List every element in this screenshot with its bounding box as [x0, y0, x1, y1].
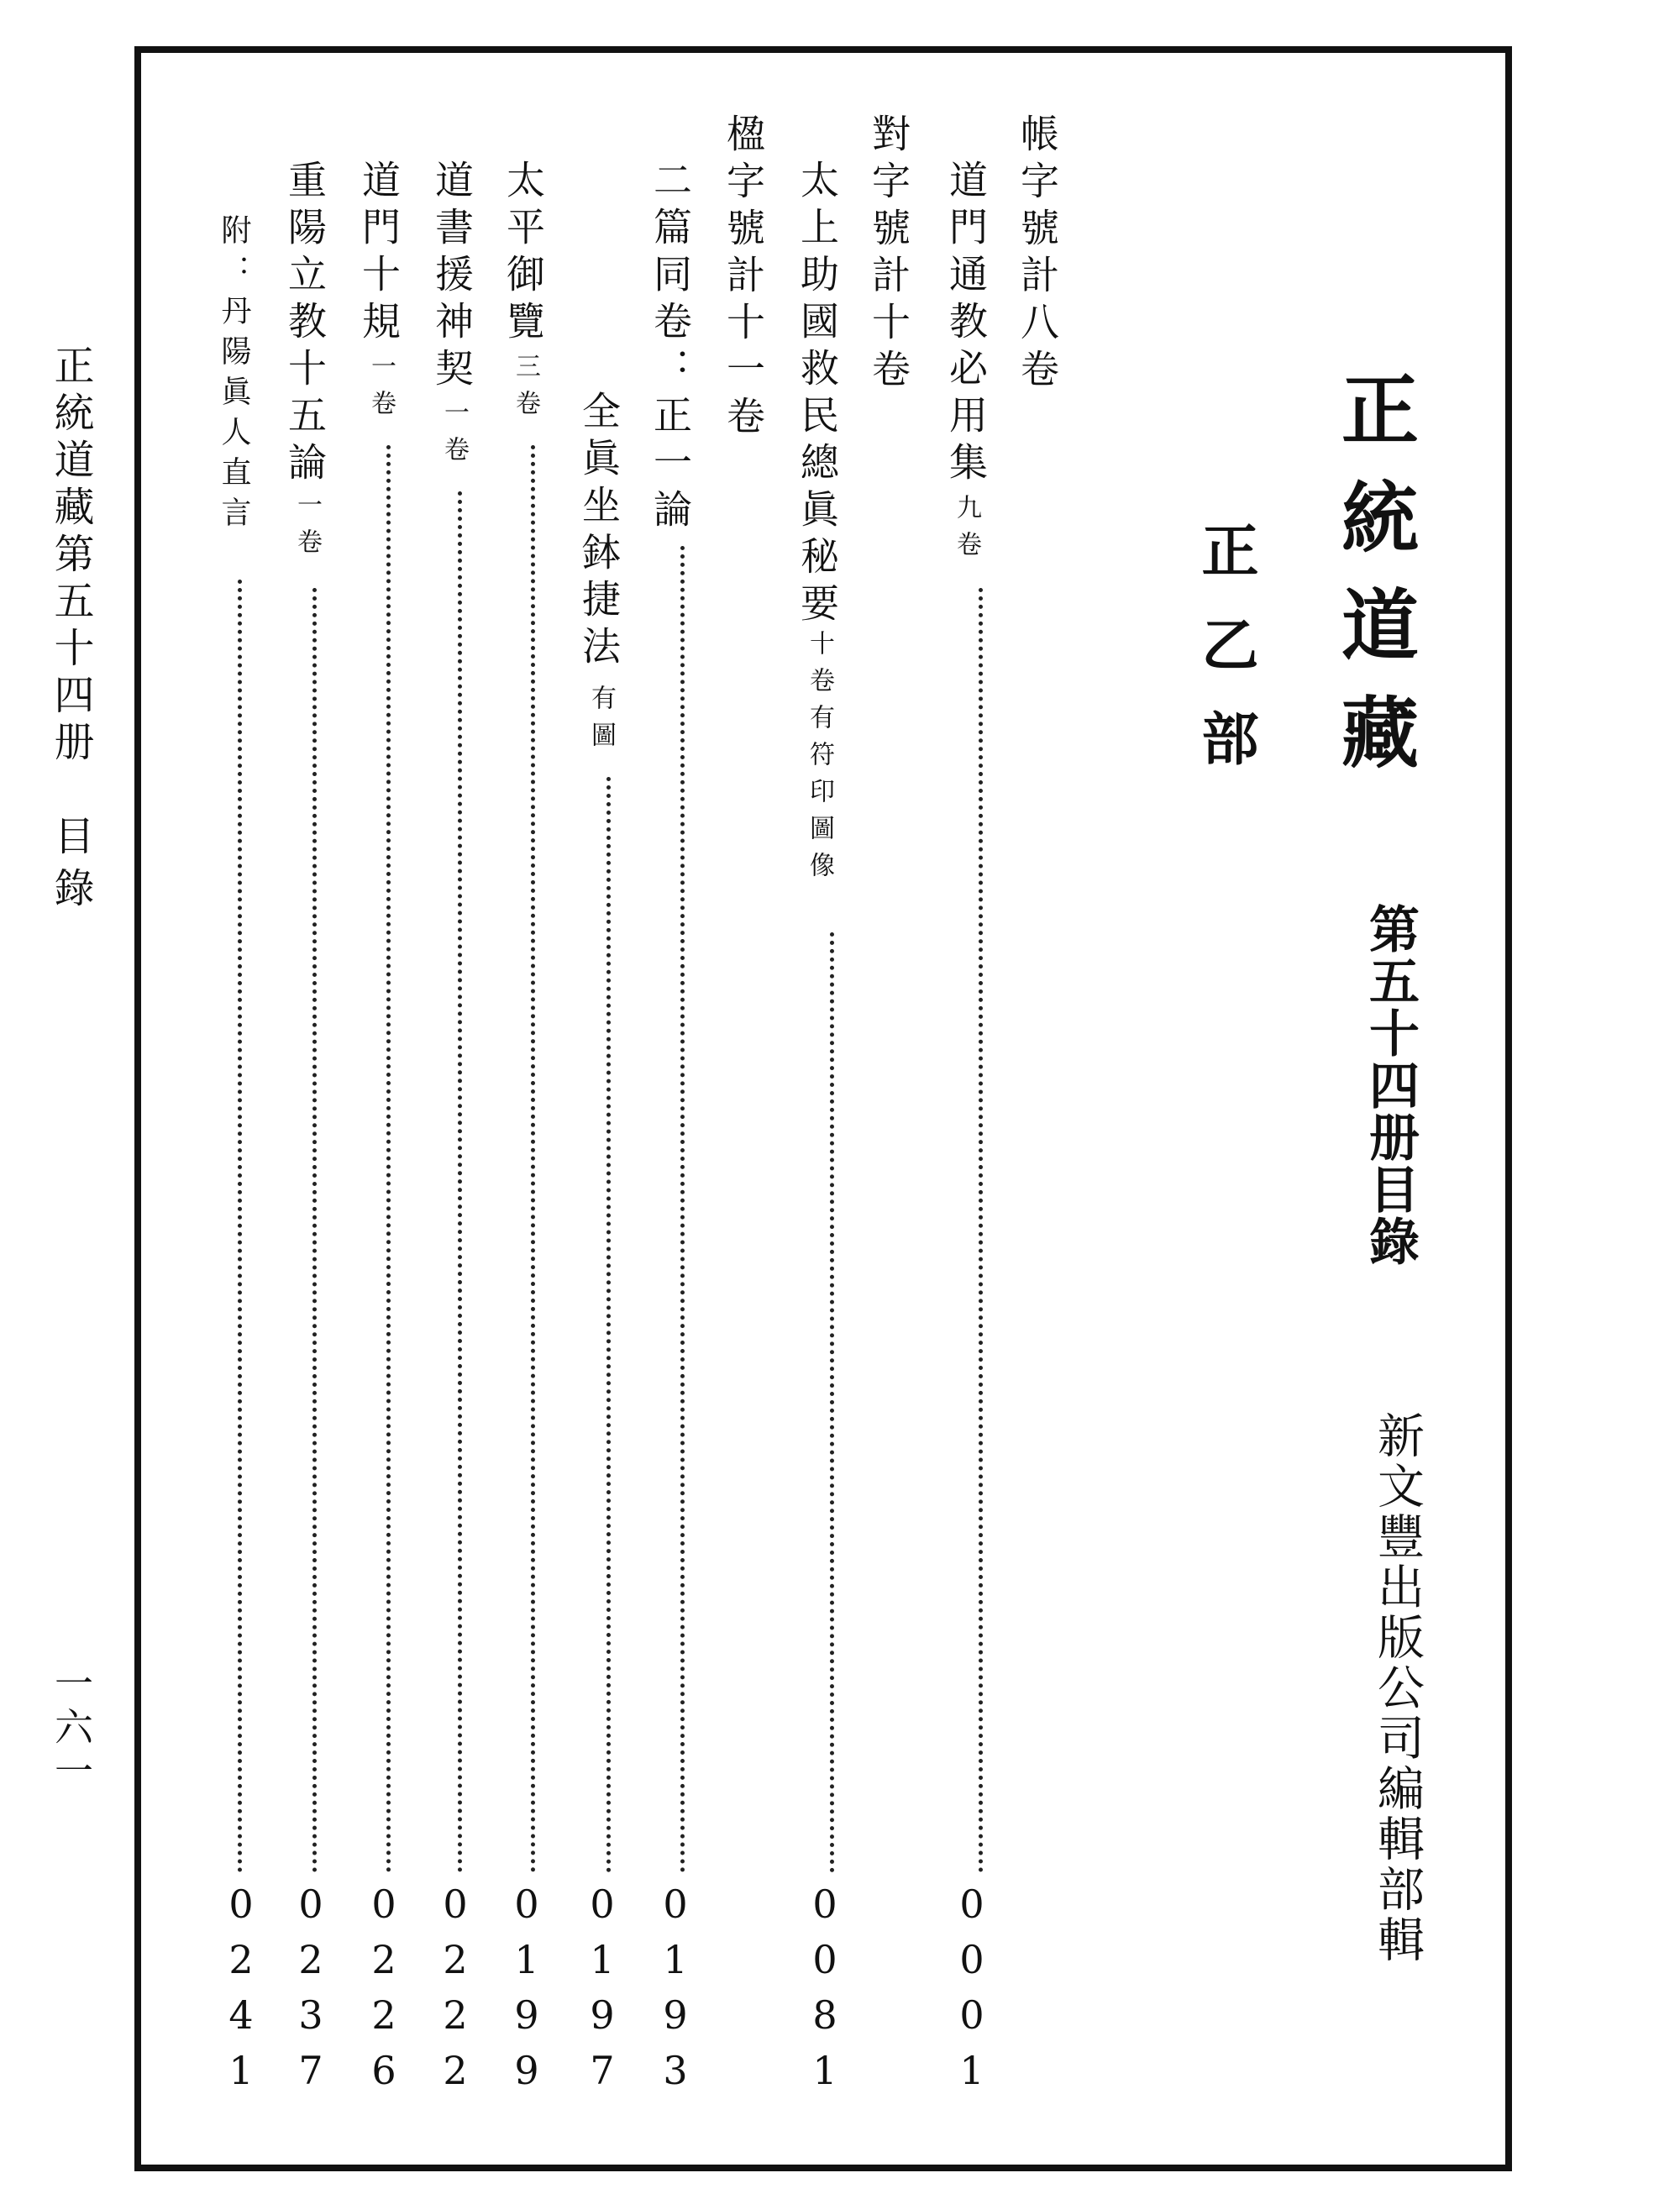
running-section: 目錄 [47, 815, 94, 919]
leader-dots [458, 491, 462, 1873]
running-title: 正統道藏第五十四册 [47, 344, 94, 768]
page-ref-digits: 0197 [580, 1881, 625, 2103]
page-ref-digits: 0237 [288, 1881, 333, 2103]
page-ref-digits: 0222 [433, 1881, 478, 2103]
page-ref-digits: 0193 [653, 1881, 698, 2103]
page-ref [288, 1881, 334, 2103]
main-title: 正統道藏 [1329, 370, 1420, 800]
group-label-ying: 楹字號計十一卷 [721, 113, 766, 443]
leader-dots [830, 932, 834, 1873]
entry-note: 一卷 [292, 491, 322, 565]
page-ref [580, 1881, 626, 2103]
page-number: 一六一 [49, 1663, 94, 1794]
leader-dots [680, 546, 685, 1873]
leader-dots [238, 580, 242, 1873]
section-title: 正乙部 [1192, 521, 1259, 803]
page-ref [361, 1881, 407, 2103]
page-ref-digits: 0001 [949, 1881, 995, 2103]
entry-title: 全眞坐鉢捷法 [576, 391, 622, 673]
entry-note: 有圖 [586, 685, 616, 758]
entry-title: 道門通教必用集 [943, 160, 989, 489]
leader-dots [531, 445, 535, 1873]
entry-title: 附：丹陽眞人直言 [217, 214, 251, 537]
page-ref [949, 1881, 995, 2103]
page-ref [504, 1881, 550, 2103]
page-ref-digits: 0226 [361, 1881, 407, 2103]
entry-note: 三卷 [511, 353, 540, 427]
page-ref [802, 1881, 848, 2103]
page-ref-digits: 0081 [802, 1881, 848, 2103]
group-label-zhang: 帳字號計八卷 [1015, 113, 1060, 396]
page-ref [218, 1881, 265, 2103]
entry-title: 二篇同卷：正一論 [648, 160, 693, 536]
leader-dots [979, 588, 983, 1873]
leader-dots [312, 588, 317, 1873]
group-label-dui: 對字號計十卷 [866, 113, 911, 396]
entry-title: 太平御覽 [501, 160, 546, 348]
page-ref-digits: 0199 [504, 1881, 549, 2103]
entry-title: 重陽立教十五論 [282, 160, 328, 489]
entry-note: 九卷 [952, 494, 981, 568]
entry-note: 一卷 [439, 399, 469, 473]
leader-dots [386, 445, 391, 1873]
entry-title: 太上助國救民總眞秘要 [795, 160, 840, 630]
page-ref-digits: 0241 [218, 1881, 264, 2103]
entry-title: 道書援神契 [429, 160, 475, 395]
page-ref [433, 1881, 479, 2103]
entry-title: 道門十規 [356, 160, 402, 348]
publisher-credit: 新文豐出版公司編輯部輯 [1370, 1411, 1425, 1965]
page-ref [653, 1881, 699, 2103]
entry-note: 十卷有符印圖像 [805, 630, 834, 889]
leader-dots [606, 777, 611, 1873]
entry-note: 一卷 [366, 353, 396, 427]
volume-subtitle: 第五十四册目錄 [1361, 903, 1420, 1267]
